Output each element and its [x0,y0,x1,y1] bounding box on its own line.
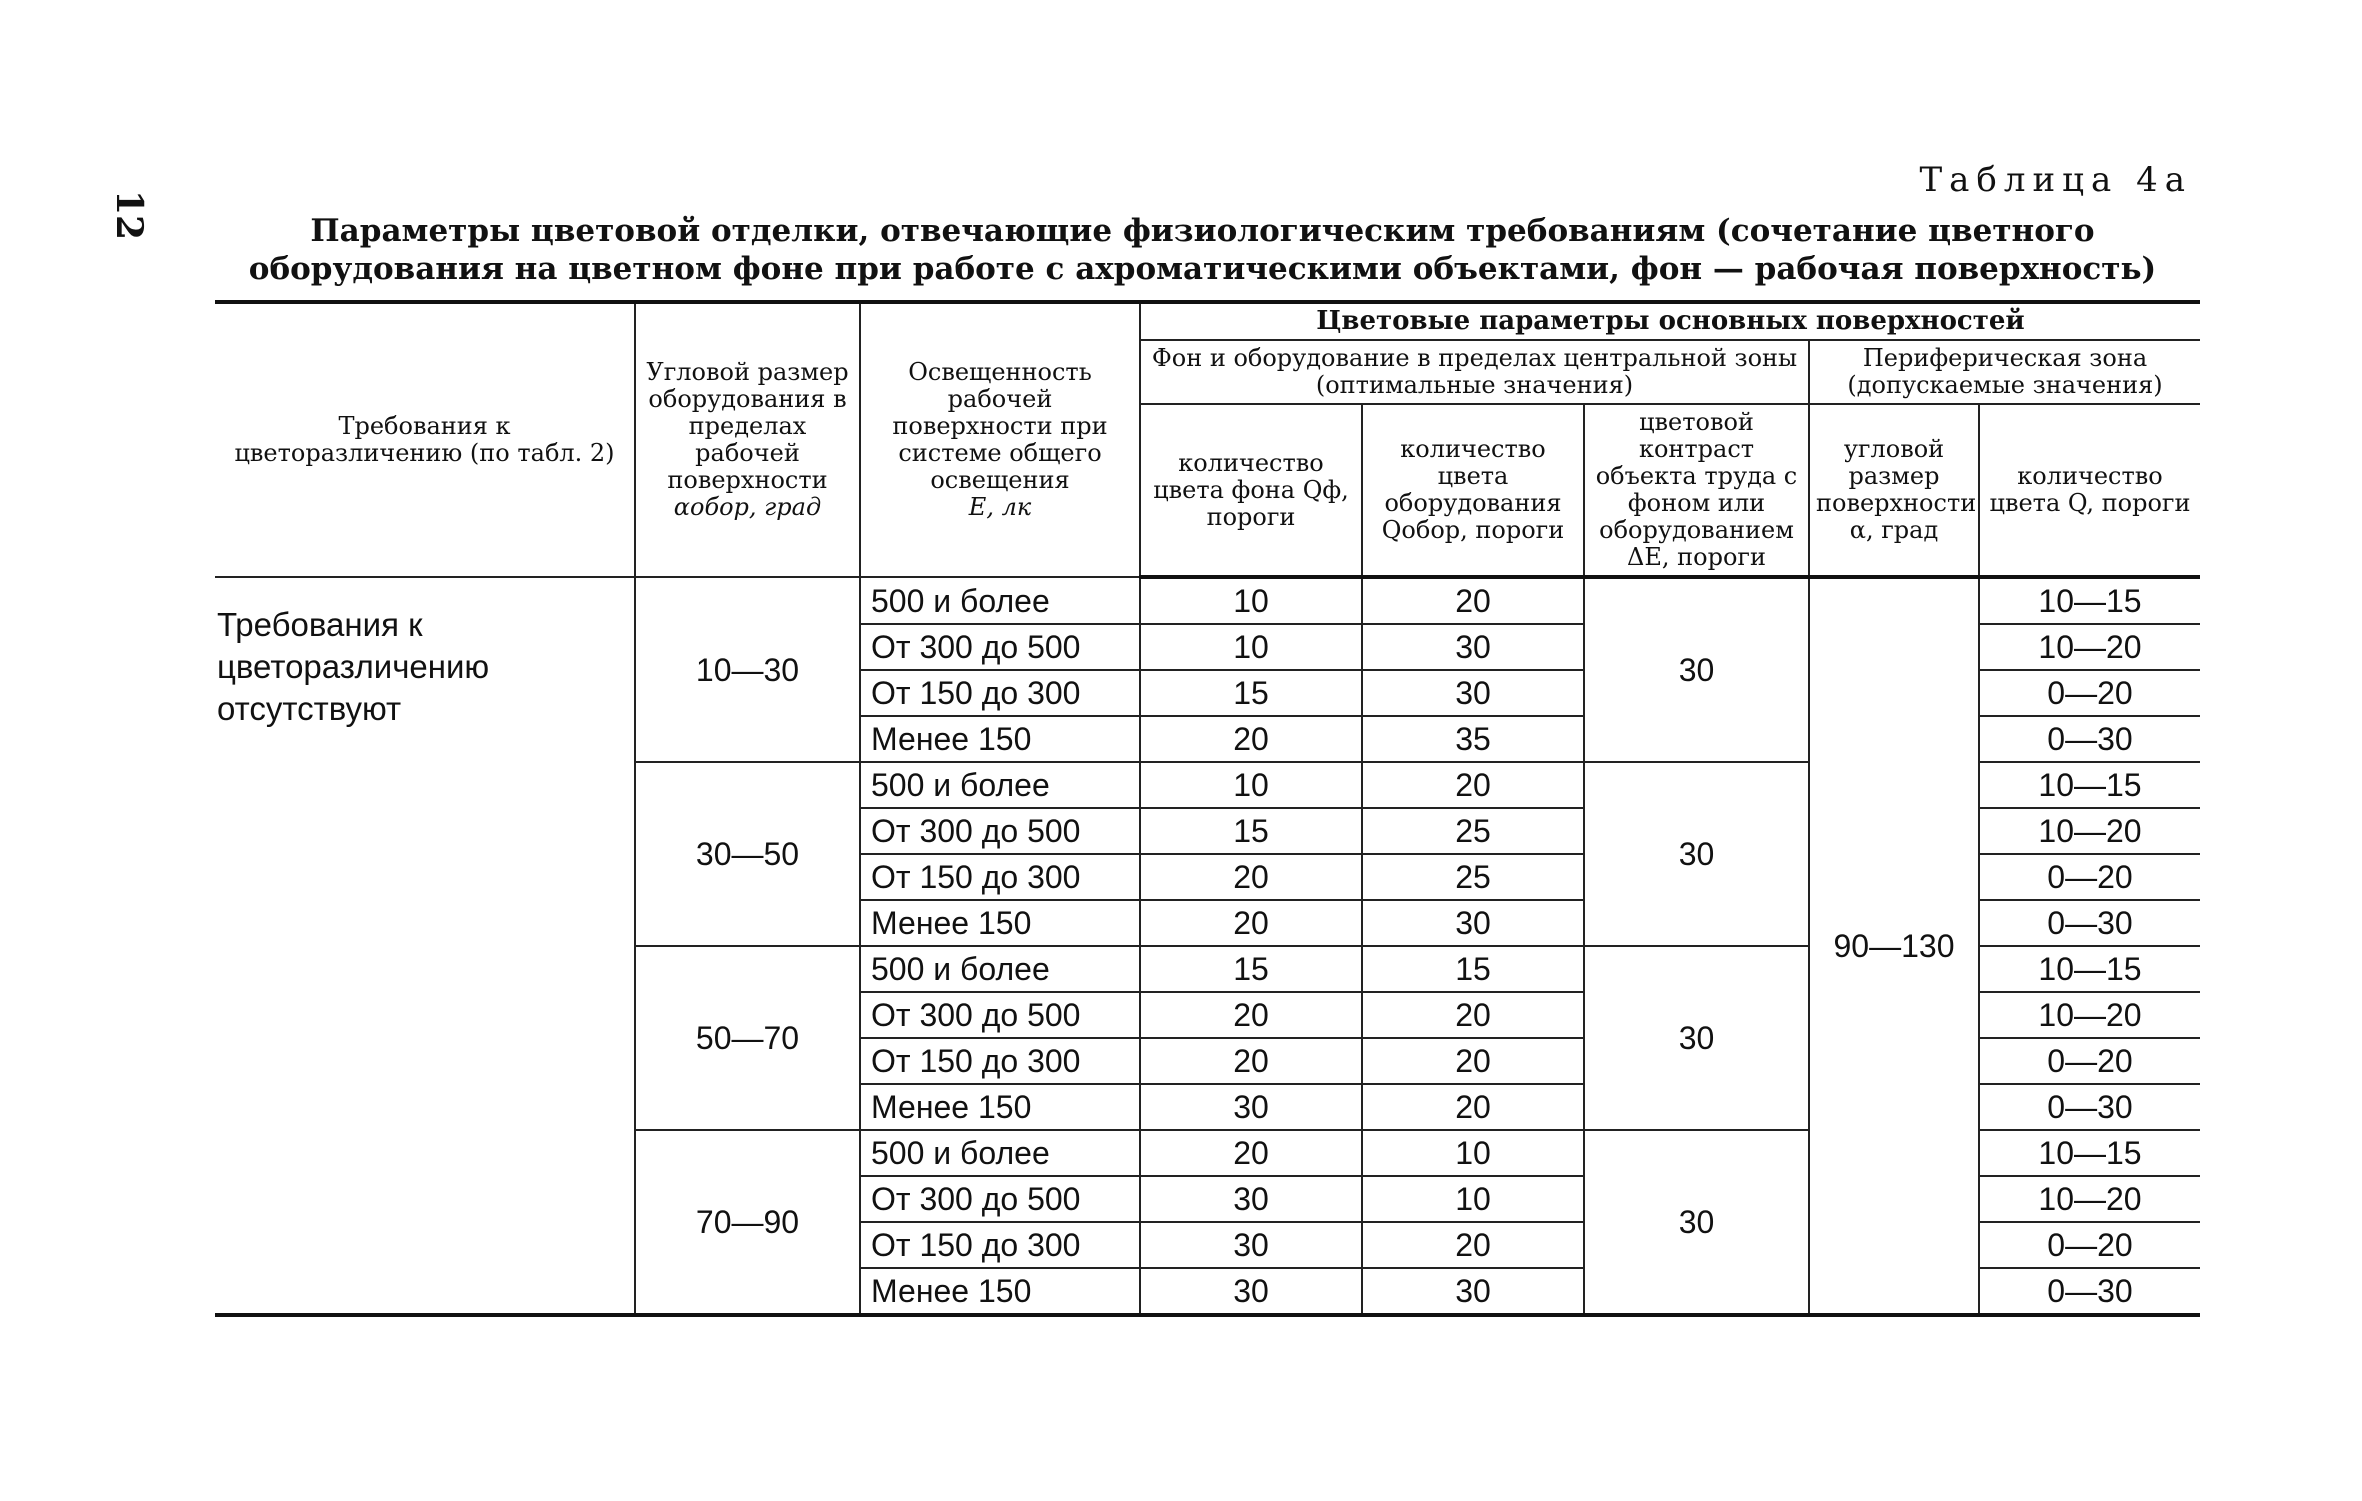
bg-qty-cell: 10 [1140,762,1362,808]
header-peripheral-angle: угловой размер поверхности α, град [1809,404,1979,577]
equip-qty-cell: 20 [1362,1084,1584,1130]
equip-qty-cell: 20 [1362,762,1584,808]
bg-qty-cell: 15 [1140,808,1362,854]
page-number: 12 [108,190,150,241]
header-color-params: Цветовые параметры основных поверхностей [1140,302,2200,340]
illumination-cell: От 300 до 500 [860,624,1140,670]
equip-qty-cell: 30 [1362,670,1584,716]
illumination-cell: От 300 до 500 [860,992,1140,1038]
header-illumination [860,302,1140,577]
equip-qty-cell: 20 [1362,992,1584,1038]
contrast-cell: 30 [1584,762,1809,946]
equip-qty-cell: 25 [1362,808,1584,854]
contrast-cell: 30 [1584,1130,1809,1315]
equip-qty-cell: 25 [1362,854,1584,900]
bg-qty-cell: 20 [1140,992,1362,1038]
bg-qty-cell: 30 [1140,1222,1362,1268]
peripheral-qty-cell: 0—30 [1979,1268,2200,1315]
illumination-cell: Менее 150 [860,716,1140,762]
equip-qty-cell: 20 [1362,1038,1584,1084]
peripheral-qty-cell: 10—15 [1979,762,2200,808]
illumination-cell: 500 и более [860,946,1140,992]
peripheral-qty-cell: 0—20 [1979,1038,2200,1084]
header-angular-size-symbol: αобор, град [673,493,822,521]
peripheral-qty-cell: 10—20 [1979,624,2200,670]
header-angular-size-text: Угловой размер оборудования в пределах рабочей поверхности [646,358,849,494]
angle-cell: 70—90 [635,1130,860,1315]
equip-qty-cell: 15 [1362,946,1584,992]
equip-qty-cell: 10 [1362,1130,1584,1176]
header-peripheral-qty: количество цвета Q, пороги [1979,404,2200,577]
illumination-cell: Менее 150 [860,900,1140,946]
illumination-cell: От 300 до 500 [860,808,1140,854]
peripheral-qty-cell: 0—30 [1979,1084,2200,1130]
table-title: Параметры цветовой отделки, отвечающие физиологическим требованиям (сочетание цветного оборудования на цветном фоне при работе с ахроматическими объектами, фон — рабочая поверхность) [248,213,2157,287]
equip-qty-cell: 30 [1362,624,1584,670]
peripheral-qty-cell: 10—20 [1979,808,2200,854]
header-illumination-unit: E, лк [968,493,1032,521]
illumination-cell: От 150 до 300 [860,854,1140,900]
bg-qty-cell: 20 [1140,854,1362,900]
table-header [215,302,2200,577]
angle-cell: 50—70 [635,946,860,1130]
equip-qty-cell: 20 [1362,1222,1584,1268]
header-contrast: цветовой контраст объекта труда с фоном или оборудованием ΔE, пороги [1584,404,1809,577]
bg-qty-cell: 30 [1140,1268,1362,1315]
requirement-cell: Требования к цветоразличению отсутствуют [215,577,635,1315]
parameters-table [215,300,2200,1317]
header-peripheral-zone: Периферическая зона (допускаемые значения) [1809,340,2200,404]
header-equip-color-qty: количество цвета оборудования Qобор, пороги [1362,404,1584,577]
table-label: Таблица 4а [1919,160,2192,200]
illumination-cell: От 150 до 300 [860,1038,1140,1084]
table-row [215,577,2200,624]
illumination-cell: От 300 до 500 [860,1176,1140,1222]
equip-qty-cell: 30 [1362,1268,1584,1315]
equip-qty-cell: 35 [1362,716,1584,762]
peripheral-qty-cell: 0—30 [1979,716,2200,762]
peripheral-qty-cell: 10—20 [1979,1176,2200,1222]
peripheral-qty-cell: 0—20 [1979,1222,2200,1268]
header-bg-color-qty: количество цвета фона Qф, пороги [1140,404,1362,577]
illumination-cell: 500 и более [860,762,1140,808]
angle-cell: 10—30 [635,577,860,762]
equip-qty-cell: 10 [1362,1176,1584,1222]
bg-qty-cell: 20 [1140,1130,1362,1176]
peripheral-angle-cell: 90—130 [1809,577,1979,1315]
illumination-cell: Менее 150 [860,1268,1140,1315]
bg-qty-cell: 10 [1140,624,1362,670]
peripheral-qty-cell: 10—15 [1979,577,2200,624]
bg-qty-cell: 20 [1140,716,1362,762]
bg-qty-cell: 20 [1140,900,1362,946]
bg-qty-cell: 30 [1140,1176,1362,1222]
header-angular-size [635,302,860,577]
contrast-cell: 30 [1584,946,1809,1130]
header-central-zone: Фон и оборудование в пределах центральной зоны (оптимальные значения) [1140,340,1809,404]
peripheral-qty-cell: 0—30 [1979,900,2200,946]
header-illumination-text: Освещенность рабочей поверхности при системе общего освещения [892,358,1108,494]
equip-qty-cell: 30 [1362,900,1584,946]
contrast-cell: 30 [1584,577,1809,762]
header-requirements: Требования к цветоразличению (по табл. 2) [215,302,635,577]
bg-qty-cell: 20 [1140,1038,1362,1084]
illumination-cell: Менее 150 [860,1084,1140,1130]
illumination-cell: От 150 до 300 [860,1222,1140,1268]
angle-cell: 30—50 [635,762,860,946]
table-body [215,577,2200,1315]
peripheral-qty-cell: 10—20 [1979,992,2200,1038]
peripheral-qty-cell: 0—20 [1979,670,2200,716]
illumination-cell: 500 и более [860,577,1140,624]
peripheral-qty-cell: 10—15 [1979,946,2200,992]
bg-qty-cell: 10 [1140,577,1362,624]
bg-qty-cell: 30 [1140,1084,1362,1130]
illumination-cell: 500 и более [860,1130,1140,1176]
peripheral-qty-cell: 0—20 [1979,854,2200,900]
equip-qty-cell: 20 [1362,577,1584,624]
illumination-cell: От 150 до 300 [860,670,1140,716]
peripheral-qty-cell: 10—15 [1979,1130,2200,1176]
bg-qty-cell: 15 [1140,670,1362,716]
bg-qty-cell: 15 [1140,946,1362,992]
